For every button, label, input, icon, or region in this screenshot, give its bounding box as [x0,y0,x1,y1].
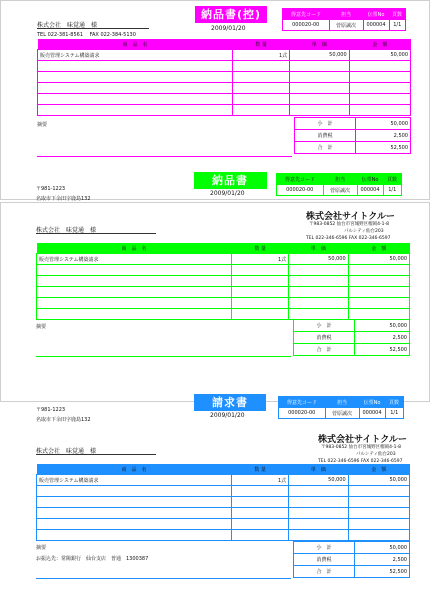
col-header-item: 商 品 名 [122,41,148,48]
slip-header-page: 頁数 [386,176,397,183]
company-contact: TEL 022-346-6596 FAX 022-346-6597 [306,236,391,241]
total-value: 52,500 [355,566,410,578]
subtotal-value: 50,000 [356,118,411,130]
item-unit-price: 50,000 [289,254,348,265]
table-row [37,530,410,541]
bank-info: お振込先：常陽銀行 仙台支店 普通 1300387 [36,556,149,562]
total-label: 合 計 [294,344,355,356]
totals-table [293,319,410,356]
tax-value: 2,500 [355,554,410,566]
item-amount: 50,000 [348,254,409,265]
document-title: 請求書 [194,394,266,411]
company-building: パルシティ仙台203 [356,452,396,457]
remarks-underline [36,356,291,357]
slip-customer-code: 000020-00 [277,185,324,196]
table-row [37,519,410,530]
table-row [38,105,411,116]
table-row [37,309,410,320]
company-address: 〒983-0852 仙台市宮城野区榴岡4-1-8 [321,445,401,450]
col-header-amount: 金 額 [371,245,387,252]
customer-name: 株式会社 味覚通 様 [37,22,98,29]
col-header-qty: 数 量 [254,245,266,252]
customer-underline [36,233,156,234]
item-unit-price: 50,000 [290,50,349,61]
items-table [36,464,410,541]
col-header-qty: 数 量 [254,466,266,473]
slip-header-staff: 担当 [340,11,351,18]
slip-info-table [278,396,404,419]
table-row [38,72,411,83]
item-name: 販売管理システム構築請求 [38,50,233,61]
customer-address: 名取市下余田字鹿島132 [36,196,91,202]
subtotal-value: 50,000 [355,320,410,332]
slip-no: 000004 [359,408,385,419]
slip-header-staff: 担当 [336,399,347,406]
item-name: 販売管理システム構築請求 [37,475,232,486]
tax-value: 2,500 [356,130,411,142]
document-title: 納品書 [194,172,266,189]
item-qty: 1式 [233,50,290,61]
document-date: 2009/01/20 [210,190,245,197]
slip-header-customer-code: 得意先コード [286,399,317,406]
tax-value: 2,500 [355,332,410,344]
document-title: 納品書(控) [195,6,267,23]
total-label: 合 計 [295,142,356,154]
remarks-label: 摘要 [36,545,47,551]
subtotal-label: 小 計 [294,320,355,332]
subtotal-value: 50,000 [355,542,410,554]
table-row [38,83,411,94]
totals-table [294,117,411,154]
col-header-unit-price: 単 価 [310,466,326,473]
item-amount: 50,000 [349,50,410,61]
col-header-unit-price: 単 価 [311,41,327,48]
slip-header-customer-code: 得意先コード [284,176,315,183]
company-address: 〒983-0852 仙台市宮城野区榴岡4-1-8 [309,222,389,227]
col-header-amount: 金 額 [371,466,387,473]
col-header-item: 商 品 名 [121,466,147,473]
customer-underline [37,28,149,29]
table-row [37,276,410,287]
slip-staff: 菅原誠次 [329,20,363,31]
slip-header-page: 頁数 [391,11,402,18]
table-row [37,486,410,497]
tax-label: 消費税 [295,130,356,142]
items-table [36,243,410,320]
table-row [37,475,410,486]
table-row [38,94,411,105]
remarks-underline [37,156,292,157]
slip-no: 000004 [363,20,389,31]
customer-underline [36,454,156,455]
table-row [37,508,410,519]
table-row [37,265,410,276]
postal-code: 〒981-1223 [36,407,66,413]
slip-header-staff: 担当 [334,176,345,183]
company-contact: TEL 022-346-6596 FAX 022-346-6597 [318,459,403,464]
table-row [37,254,410,265]
remarks-label: 摘要 [37,122,48,128]
slip-page: 1/1 [385,408,404,419]
total-value: 52,500 [355,344,410,356]
col-header-amount: 金 額 [372,41,388,48]
company-building: パルシティ仙台203 [344,229,384,234]
slip-header-slip-no: 伝票No [367,11,385,18]
item-qty: 1式 [232,475,289,486]
item-unit-price: 50,000 [289,475,348,486]
document-date: 2009/01/20 [210,412,245,419]
totals-table [293,541,410,578]
company-name: 株式会社サイトクルー [318,435,407,445]
table-row [37,287,410,298]
table-row [37,298,410,309]
slip-no: 000004 [357,185,383,196]
document-date: 2009/01/20 [211,25,246,32]
slip-page: 1/1 [383,185,402,196]
slip-customer-code: 000020-00 [279,408,326,419]
remarks-label: 摘要 [36,324,47,330]
slip-header-page: 頁数 [388,399,399,406]
items-table [37,39,411,116]
postal-code: 〒981-1223 [36,186,66,192]
total-label: 合 計 [294,566,355,578]
slip-info-table [282,8,406,31]
subtotal-label: 小 計 [294,542,355,554]
tax-label: 消費税 [294,332,355,344]
remarks-underline [36,578,291,579]
company-name: 株式会社サイトクルー [306,212,395,222]
delivery-copy-sheet [0,0,430,200]
table-row [37,497,410,508]
slip-header-slip-no: 伝票No [361,176,379,183]
col-header-item: 商 品 名 [121,245,147,252]
total-value: 52,500 [356,142,411,154]
col-header-unit-price: 単 価 [310,245,326,252]
subtotal-label: 小 計 [295,118,356,130]
slip-header-slip-no: 伝票No [363,399,381,406]
tax-label: 消費税 [294,554,355,566]
slip-info-table [276,173,402,196]
item-name: 販売管理システム構築請求 [37,254,232,265]
slip-header-customer-code: 得意先コード [290,11,321,18]
table-row [38,50,411,61]
item-qty: 1式 [232,254,289,265]
item-amount: 50,000 [348,475,409,486]
customer-name: 株式会社 味覚通 様 [36,227,97,234]
customer-tel-fax: TEL 022-381-8561 FAX 022-384-5130 [37,32,136,38]
customer-address: 名取市下余田字鹿島132 [36,417,91,423]
slip-staff: 菅原誠次 [323,185,357,196]
slip-page: 1/1 [389,20,406,31]
customer-name: 株式会社 味覚通 様 [36,448,97,455]
col-header-qty: 数 量 [255,41,267,48]
slip-staff: 菅原誠次 [325,408,359,419]
slip-customer-code: 000020-00 [283,20,330,31]
table-row [38,61,411,72]
